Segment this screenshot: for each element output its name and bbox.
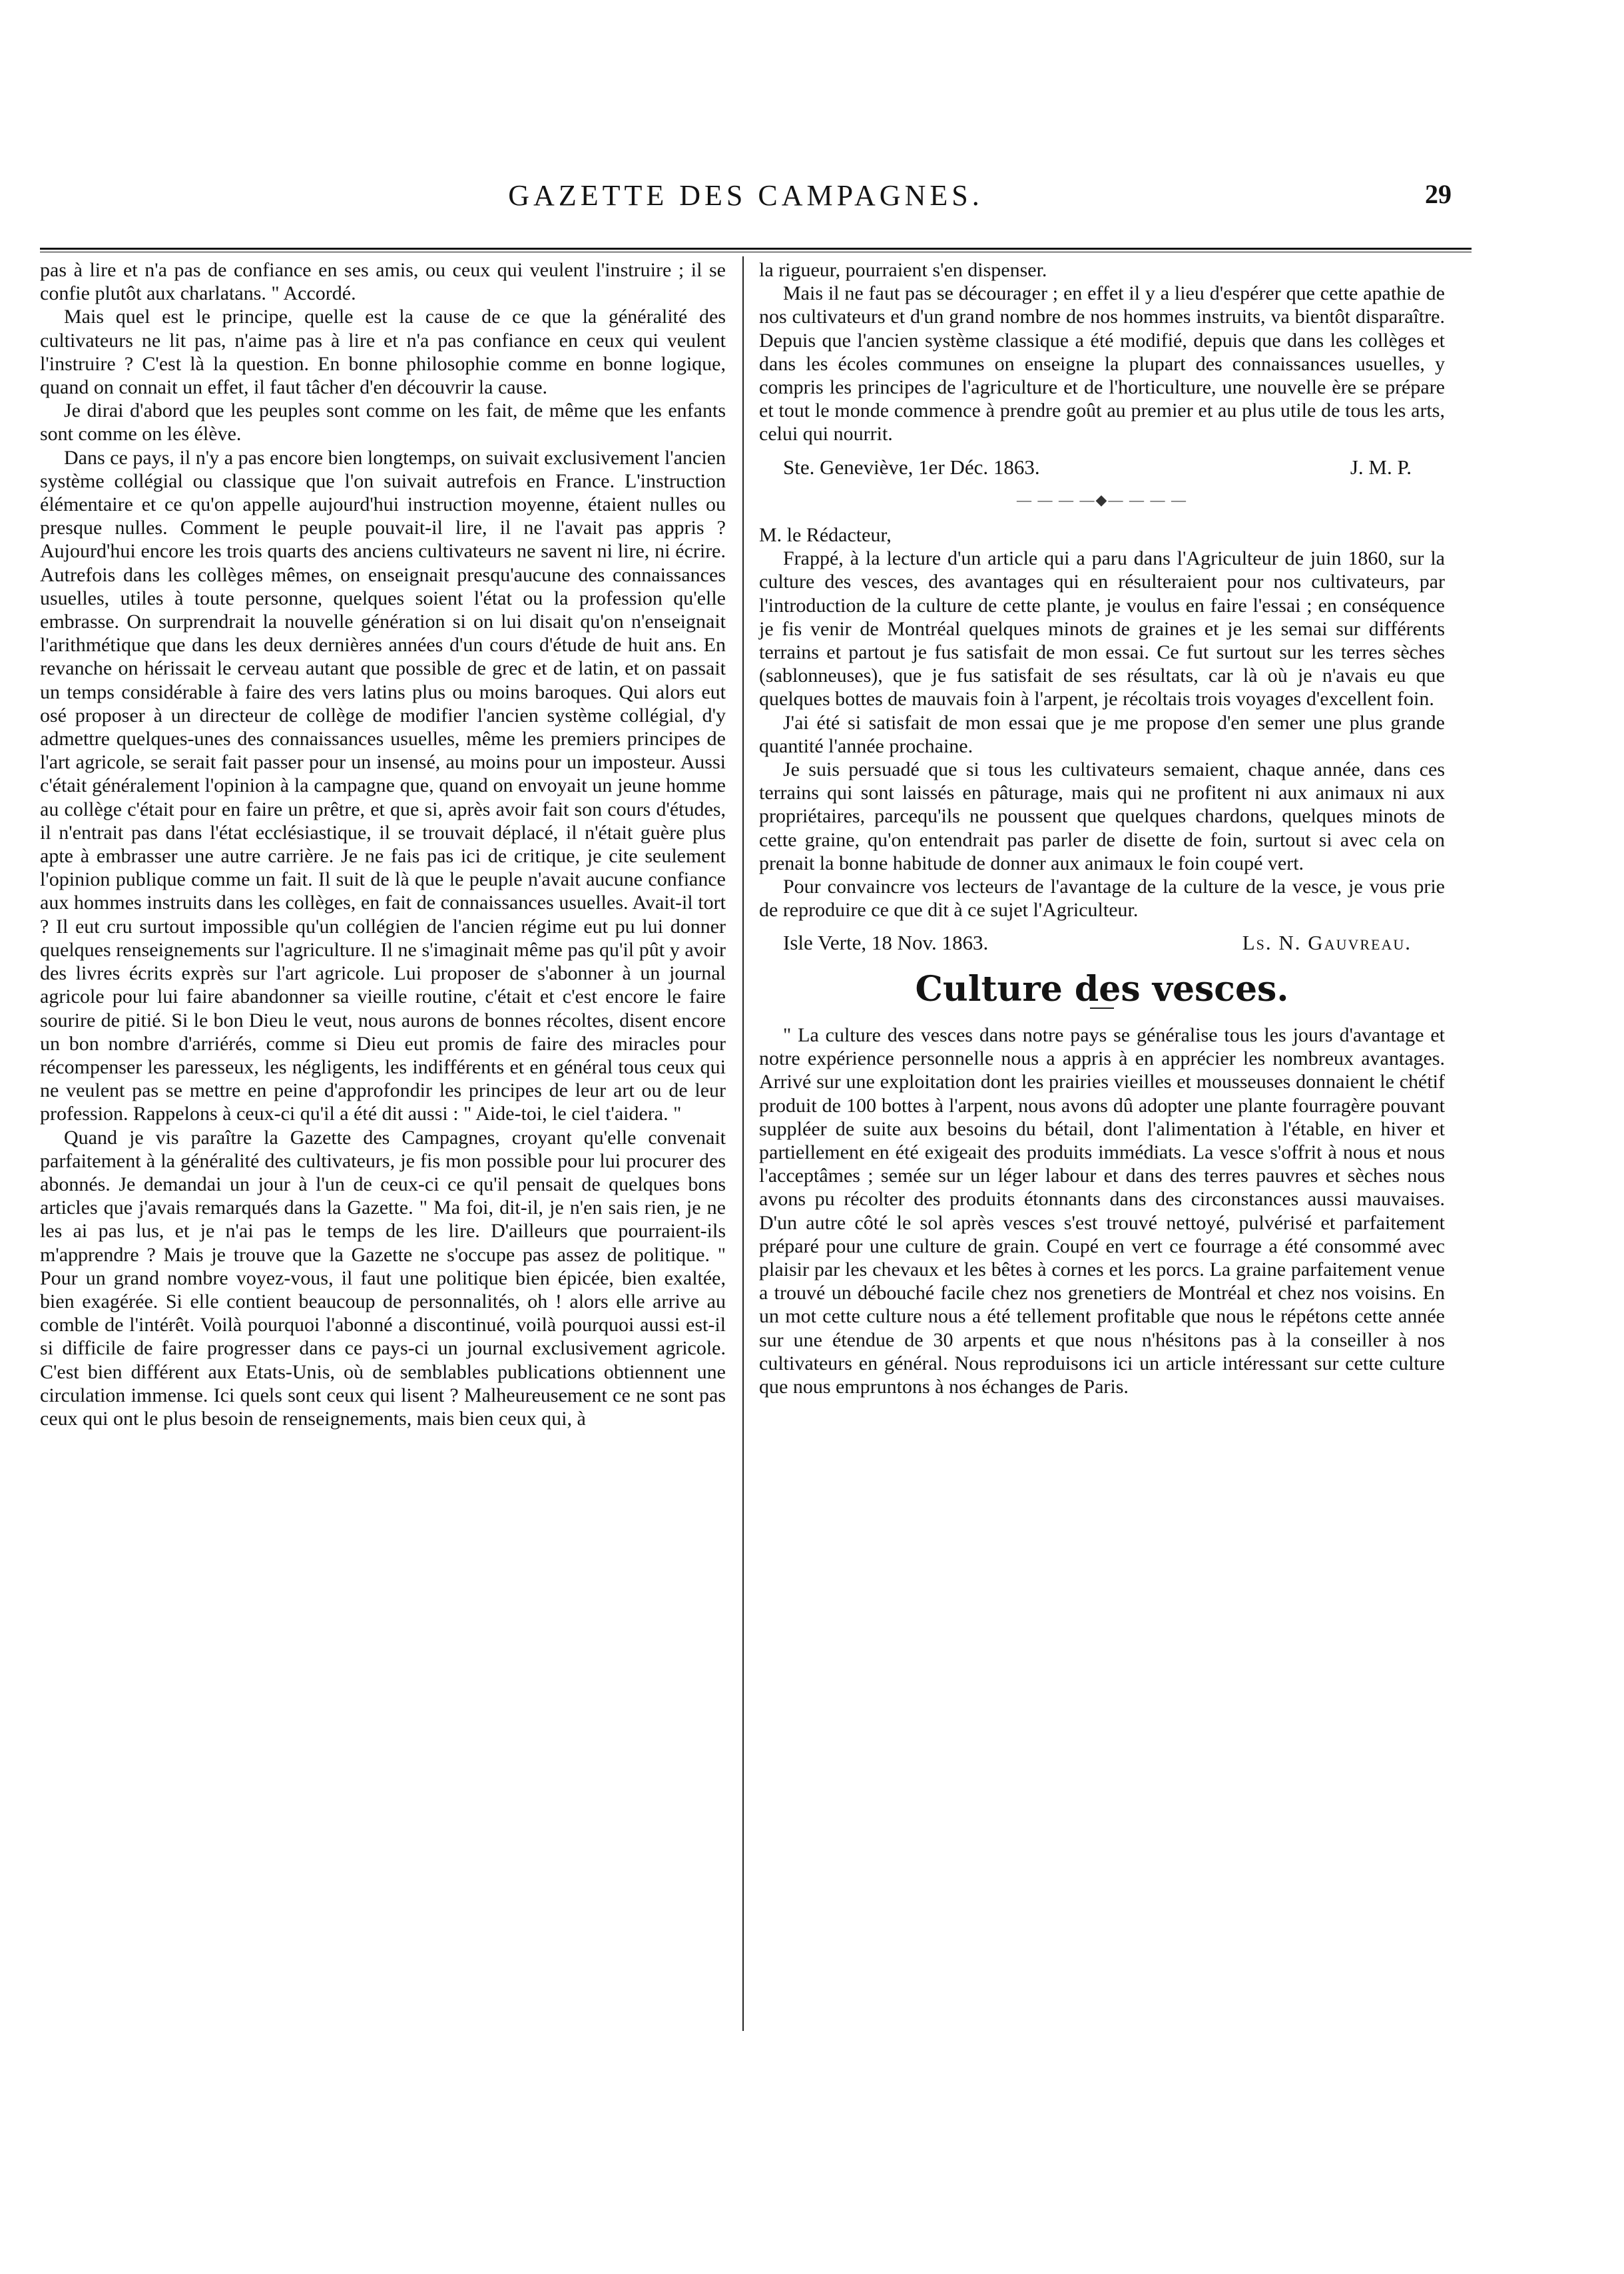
paragraph: Mais quel est le principe, quelle est la cause de ce que la généralité des cultivateurs ne lit pas, n'aime pas à lire et n'a pas confiance en ceux qui veulent l'instruire ? C'est là la question. En bonne philosophie comme en bonne logique, quand on connait un effet, il faut tâcher d'en découvrir la cause. [40,306,726,399]
salutation: M. le Rédacteur, [759,524,892,547]
page-header [40,178,1452,232]
paragraph: pas à lire et n'a pas de confiance en ses amis, ou ceux qui veulent l'instruire ; il se confie plutôt aux charlatans. " Accordé. [40,259,726,305]
paragraph: Je suis persuadé que si tous les cultivateurs semaient, chaque année, dans ces terrains qui sont laissés en pâturage, mais qui ne profitent ni aux animaux ni aux propriétaires, parcequ'ils ne poussent que quelques chardons, quelques minots de cette graine, qu'on entendrait pas parler de disette de foin, surtout si avec cela on prenait la bonne habitude de donner aux animaux le foin coupé vert. [759,758,1445,874]
paragraph: Je dirai d'abord que les peuples sont comme on les fait, de même que les enfants sont comme on les élève. [40,400,726,445]
newspaper-title: GAZETTE DES CAMPAGNES. [508,179,983,212]
header-rule [40,248,1472,252]
paragraph: " La culture des vesces dans notre pays se généralise tous les jours d'avantage et notre expérience personnelle nous a appris à en apprécier les nombreux avantages. Arrivé sur une exploitation dont les prairies vieilles et mousseuses donnaient le chétif produit de 100 bottes à l'arpent, nous avons dû adopter une plante fourragère pouvant suppléer de suite aux besoins du bétail, dont l'alimentation à l'étable, en hiver et partiellement en été exigeait des produits immédiats. La vesce s'offrit à nous et nous l'acceptâmes ; semée sur un léger labour et dans des terres pauvres et sèches nous avons pu récolter des produits étonnants dans des circonstances aussi mauvaises. D'un autre côté le sol après vesces s'est trouvé nettoyé, pulvérisé et parfaitement préparé pour une culture de grain. Coupé en vert ce fourrage a été consommé avec plaisir par les chevaux et les bêtes à cornes et les porcs. La graine parfaitement venue a trouvé un débouché facile chez nos grenetiers de Montréal et chez nos voisins. En un mot cette culture nous a été tellement profitable que nous le répétons cette année sur une étendue de 30 arpents et que nous n'hésitons pas à la conseiller à nos cultivateurs en général. Nous reproduisons ici un article intéressant sur cette culture que nous empruntons à nos échanges de Paris. [759,1023,1445,1398]
left-column [40,258,726,1430]
paragraph: Frappé, à la lecture d'un article qui a paru dans l'Agriculteur de juin 1860, sur la culture des vesces, des avantages qui en résulteraient pour nos cultivateurs, par l'introduction de la culture de cette plante, je voulus en faire l'essai ; en conséquence je fis venir de Montréal quelques minots de graines et je les semai sur différents terrains et partout je fus satisfait de mon essai. Ce fut surtout sur les terres sèches (sablonneuses), que je fus satisfait de ses résultats, car là où je n'avais eu que quelques bottes de mauvais foin à l'arpent, je récoltais trois voyages d'excellent foin. [759,547,1445,711]
page-number: 29 [1425,179,1452,209]
signature-place-date: Ste. Geneviève, 1er Déc. 1863. [783,455,1040,479]
paragraph: Quand je vis paraître la Gazette des Campagnes, croyant qu'elle convenait parfaitement à la généralité des cultivateurs, je fis mon possible pour lui procurer des abonnés. Je demandai un jour à l'un de ceux-ci ce qu'il pensait de quelques bons articles que j'avais remarqués dans la Gazette. " Ma foi, dit-il, je n'en sais rien, je ne les ai pas lus, et je n'ai pas le temps de les lire. D'ailleurs que pourraient-ils m'apprendre ? Mais je trouve que la Gazette ne s'occupe pas assez de politique. " Pour un grand nombre voyez-vous, il faut une politique bien épicée, bien exaltée, bien exagérée. Si elle contient beaucoup de personnalités, oh ! alors elle arrive au comble de l'intérêt. Voilà pourquoi l'abonné a discontinué, voilà pourquoi aussi est-il si difficile de faire progresser dans ce pays-ci un journal exclusivement agricole. C'est bien différent aux Etats-Unis, où de semblables publications obtiennent une circulation immense. Ici quels sont ceux qui lisent ? Malheureusement ce ne sont pas ceux qui ont le plus besoin de renseignements, mais bien ceux qui, à [40,1126,726,1430]
separator-ornament: — — — —◆— — — — [1017,491,1187,508]
signature-name: J. M. P. [1350,455,1412,479]
signature-place-date: Isle Verte, 18 Nov. 1863. [783,931,989,955]
right-column [759,258,1445,1398]
paragraph: la rigueur, pourraient s'en dispenser. [759,259,1047,281]
paragraph: Mais il ne faut pas se décourager ; en effet il y a lieu d'espérer que cette apathie de nos cultivateurs et d'un grand nombre de nos hommes instruits, va bientôt disparaître. Depuis que l'ancien système classique a été modifié, depuis que dans les collèges et dans les écoles communes on enseigne la plupart des connaissances usuelles, y compris les principes de l'agriculture et de l'horticulture, une nouvelle ère se prépare et tout le monde commence à prendre goût au premier et au plus utile de tous les arts, celui qui nourrit. [759,282,1445,445]
paragraph: Pour convaincre vos lecteurs de l'avantage de la culture de la vesce, je vous prie de reproduire ce que dit à ce sujet l'Agriculteur. [759,876,1445,922]
paragraph: Dans ce pays, il n'y a pas encore bien longtemps, on suivait exclusivement l'ancien système collégial ou classique que l'on suivait autrefois en France. L'instruction élémentaire et ce qu'on appelle aujourd'hui instruction moyenne, étaient nulles ou presque nulles. Comment le peuple pouvait-il lire, il ne l'avait pas appris ? Aujourd'hui encore les trois quarts des anciens cultivateurs ne savent ni lire, ni écrire. Autrefois dans les collèges mêmes, on enseignait presqu'aucune des connaissances usuelles, utiles à toute personne, quelques soient l'état ou la profession qu'elle embrasse. On surprendrait la nouvelle génération si on lui disait qu'on n'enseignait l'arithmétique que dans les deux dernières années d'un cours d'étude de huit ans. En revanche on hérissait le cerveau autant que possible de grec et de latin, et on passait un temps considérable à faire des vers latins plus ou moins baroques. Qui alors eut osé proposer à un directeur de collège de modifier l'ancien système collégial, d'y admettre quelques-unes des connaissances usuelles, même les premiers principes de l'art agricole, se serait fait passer pour un insensé, au moins pour un imposteur. Aussi c'était généralement l'opinion à la campagne que, quand on envoyait un jeune homme au collège c'était pour en faire un prêtre, et que si, après avoir fait son cours d'études, il n'entrait pas dans l'état ecclésiastique, il se trouvait déplacé, il n'était guère plus apte à embrasser une autre carrière. Je ne fais pas ici de critique, je cite seulement l'opinion publique comme un fait. Il suit de là que le peuple n'avait aucune confiance aux hommes instruits dans les collèges, en fait de connaissances usuelles. Avait-il tort ? Il eut cru surtout impossible qu'un collégien de l'ancien régime eut pu lui donner quelques renseignements sur l'agriculture. Il ne s'imaginait même pas qu'il pût y avoir des livres écrits exprès sur l'art agricole. Lui proposer de s'abonner à un journal agricole pour lui faire abandonner sa vieille routine, c'était et c'est encore le faire sourire de pitié. Si le bon Dieu le veut, nous aurons de bonnes récoltes, disent encore un bon nombre d'arriérés, comme si Dieu eut promis de faire des miracles pour récompenser les paresseux, les négligents, les indifférents et en général tous ceux qui ne veulent pas se mettre en peine d'approfondir les principes de leur art ou de leur profession. Rappelons à ceux-ci qu'il a été dit aussi : " Aide-toi, le ciel t'aidera. " [40,446,726,1125]
signature-line [759,931,1445,954]
signature-name: Ls. N. Gauvreau. [1242,931,1412,955]
signature-line [759,455,1445,479]
paragraph: J'ai été si satisfait de mon essai que je me propose d'en semer une plus grande quantité l'année prochaine. [759,711,1445,757]
column-divider [742,256,744,2031]
section-title: Culture des vesces. [915,968,1289,1009]
